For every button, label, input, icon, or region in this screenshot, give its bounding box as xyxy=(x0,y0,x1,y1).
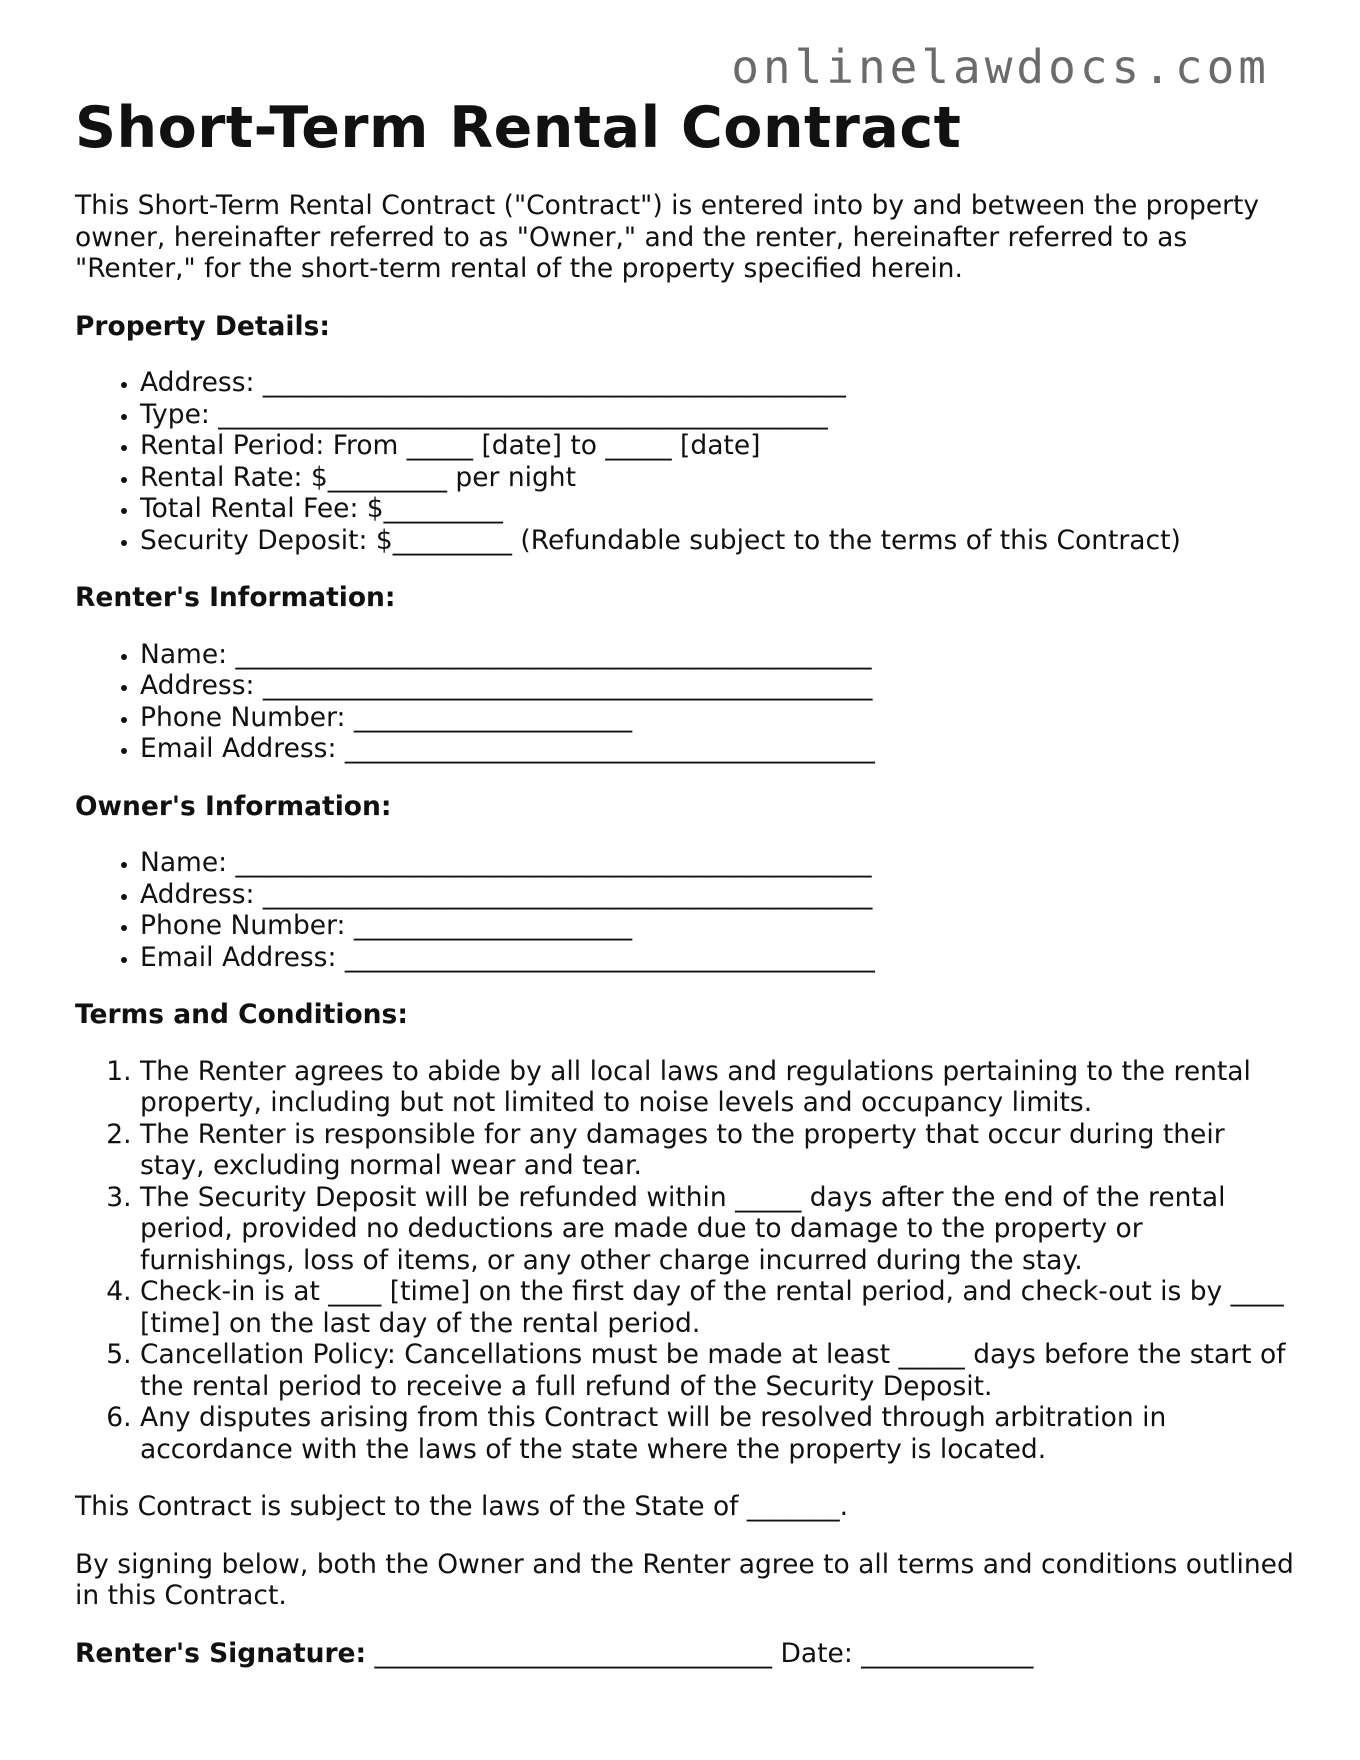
renter-info-list xyxy=(75,639,1295,765)
watermark: onlinelawdocs.com xyxy=(731,40,1270,94)
terms-heading: Terms and Conditions: xyxy=(75,999,408,1030)
document-title: Short-Term Rental Contract xyxy=(75,95,962,161)
term-item: 2. The Renter is responsible for any damages to the property that occur during their stay, excluding normal wear and tear. xyxy=(140,1119,1295,1182)
rental-rate-field: • Rental Rate: $_________ per night xyxy=(140,462,1295,494)
owner-phone-field: • Phone Number: _____________________ xyxy=(140,910,1295,942)
owner-name-field: • Name: ________________________________________________ xyxy=(140,847,1295,879)
renter-address-field: • Address: ______________________________________________ xyxy=(140,670,1295,702)
term-item: 5. Cancellation Policy: Cancellations must be made at least _____ days before the start of the rental period to receive a full refund of the Security Deposit. xyxy=(140,1339,1295,1402)
owner-info-list xyxy=(75,847,1295,973)
terms-list xyxy=(75,1056,1295,1466)
renter-email-field: • Email Address: ________________________________________ xyxy=(140,733,1295,765)
renter-signature-date: Date: _____________ xyxy=(780,1637,1034,1669)
term-item: 4. Check-in is at ____ [time] on the first day of the rental period, and check-out is by ____ [time] on the last day of the rental period. xyxy=(140,1276,1295,1339)
document xyxy=(75,92,1295,1669)
total-rental-fee-field: • Total Rental Fee: $_________ xyxy=(140,493,1295,525)
property-address-field: • Address: ____________________________________________ xyxy=(140,367,1295,399)
property-details-list xyxy=(75,367,1295,556)
agreement-paragraph: By signing below, both the Owner and the Renter agree to all terms and conditions outlined in this Contract. xyxy=(75,1548,1294,1611)
renter-phone-field: • Phone Number: _____________________ xyxy=(140,702,1295,734)
intro-paragraph: This Short-Term Rental Contract ("Contract") is entered into by and between the property owner, hereinafter referred to as "Owner," and the renter, hereinafter referred to as "Renter," for the short-term rental of the property specified herein. xyxy=(75,190,1260,284)
renter-signature-label: Renter's Signature: xyxy=(75,1637,367,1669)
term-item: 1. The Renter agrees to abide by all local laws and regulations pertaining to the rental property, including but not limited to noise levels and occupancy limits. xyxy=(140,1056,1295,1119)
term-item: 6. Any disputes arising from this Contract will be resolved through arbitration in accordance with the laws of the state where the property is located. xyxy=(140,1402,1295,1465)
renter-name-field: • Name: ________________________________________________ xyxy=(140,639,1295,671)
renter-signature-blank: ______________________________ xyxy=(366,1637,781,1669)
security-deposit-field: • Security Deposit: $_________ (Refundable subject to the terms of this Contract) xyxy=(140,525,1295,557)
owner-email-field: • Email Address: ________________________________________ xyxy=(140,942,1295,974)
rental-period-field: • Rental Period: From _____ [date] to _____ [date] xyxy=(140,430,1295,462)
owner-address-field: • Address: ______________________________________________ xyxy=(140,879,1295,911)
renter-info-heading: Renter's Information: xyxy=(75,582,396,613)
property-type-field: • Type: ______________________________________________ xyxy=(140,399,1295,431)
owner-info-heading: Owner's Information: xyxy=(75,790,392,822)
property-details-heading: Property Details: xyxy=(75,310,330,342)
renter-signature-line xyxy=(75,1638,1295,1670)
governing-law-paragraph: This Contract is subject to the laws of the State of _______. xyxy=(75,1491,849,1522)
term-item: 3. The Security Deposit will be refunded within _____ days after the end of the rental period, provided no deductions are made due to damage to the property or furnishings, loss of items, or any other charge incurred during the stay. xyxy=(140,1182,1295,1277)
